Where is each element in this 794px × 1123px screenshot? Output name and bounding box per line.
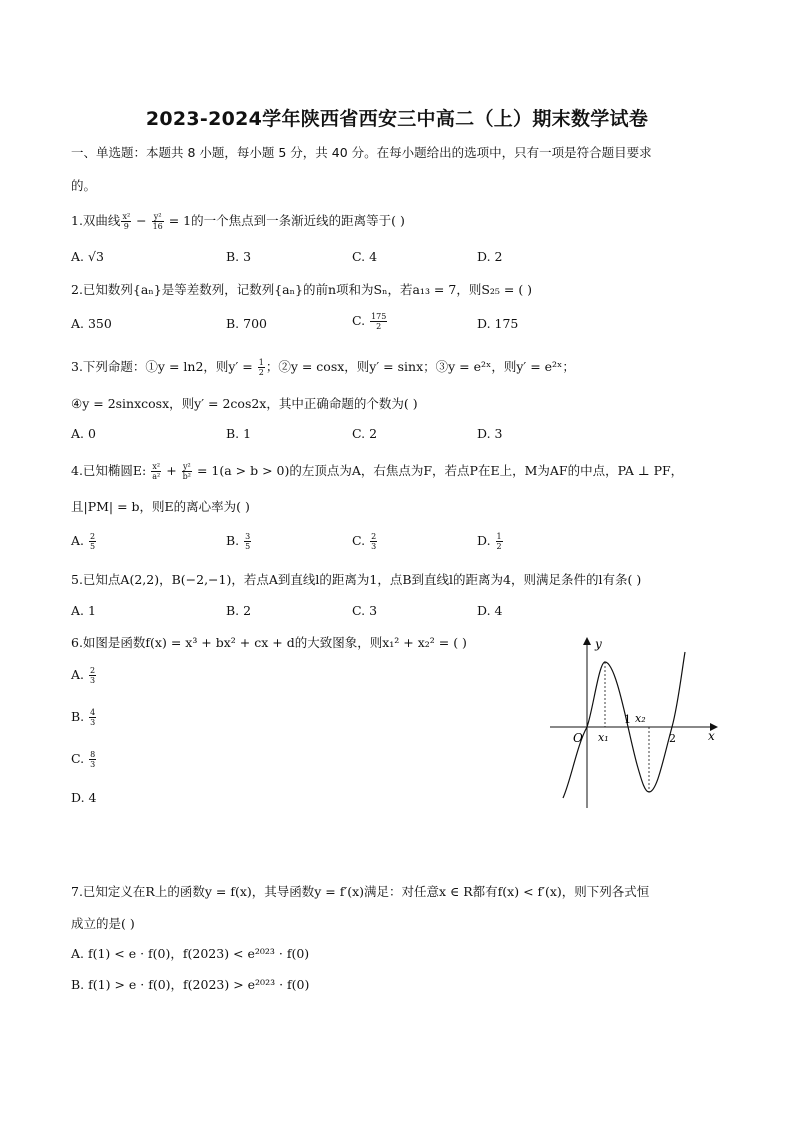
q4-option-d[interactable]: D. $\frac{1}{2}$ [477,532,502,551]
q2-option-a[interactable]: A. 350 [71,316,112,331]
tick-two-label: 2 [669,732,676,745]
question-4-line2: 且|PM| = b，则E的离心率为( ) [71,499,250,514]
q3-frac-half: $\frac{1}{2}$ [258,358,264,377]
x1-label: x₁ [598,731,609,744]
section-header-line1: 一、单选题：本题共 8 小题，每小题 5 分，共 40 分。在每小题给出的选项中，只有一项是符合题目要求 [71,145,652,160]
q1-option-d[interactable]: D. 2 [477,249,503,264]
x-axis-label: x [708,729,715,743]
q5-option-c[interactable]: C. 3 [352,603,378,618]
q3-option-b[interactable]: B. 1 [226,426,252,441]
question-5: 5.已知点A(2,2)，B(−2,−1)，若点A到直线l的距离为1，点B到直线l的距离为4，则满足条件的l有条( ) [71,572,642,587]
q1-prefix: 1.双曲线 [71,213,121,228]
q3-option-d[interactable]: D. 3 [477,426,503,441]
q1-options [71,249,731,269]
q4-frac-x: $\frac{\text{x²}}{\text{a²}}$ [152,462,161,481]
question-2: 2.已知数列{aₙ}是等差数列，记数列{aₙ}的前n项和为Sₙ，若a₁₃ = 7，则S₂₅ = ( ) [71,282,533,297]
q4-option-a[interactable]: A. $\frac{2}{5}$ [71,532,96,551]
tick-one-label: 1 [624,713,631,726]
q6-option-d[interactable]: D. 4 [71,790,97,805]
q5-options [71,603,731,623]
q1-option-a[interactable]: A. √3 [71,249,104,264]
q2-options [71,312,731,336]
question-7-line2: 成立的是( ) [71,916,135,931]
q4-frac-y: $\frac{\text{y²}}{\text{b²}}$ [182,462,191,481]
q3-option-a[interactable]: A. 0 [71,426,96,441]
section-header-line2: 的。 [71,178,97,193]
q7-option-b[interactable]: B. f(1) > e · f(0)，f(2023) > e²⁰²³ · f(0) [71,977,310,992]
cubic-function-graph [545,630,725,815]
question-6: 6.如图是函数f(x) = x³ + bx² + cx + d的大致图象，则x₁² + x₂² = ( ) [71,635,467,650]
q4-option-c[interactable]: C. $\frac{2}{3}$ [352,532,377,551]
x2-label: x₂ [635,712,646,725]
q3-option-c[interactable]: C. 2 [352,426,378,441]
q6-option-c[interactable]: C. $\frac{8}{3}$ [71,750,96,769]
q1-option-b[interactable]: B. 3 [226,249,252,264]
q4-options [71,532,731,552]
q2-option-d[interactable]: D. 175 [477,316,519,331]
q3-options [71,426,731,446]
q1-suffix: = 1的一个焦点到一条渐近线的距离等于( ) [164,213,405,228]
q1-frac-x: $\frac{\text{x²}}{9}$ [122,212,131,231]
question-3-line2: ④y = 2sinxcosx，则y′ = 2cos2x，其中正确命题的个数为( ) [71,396,418,411]
q6-option-b[interactable]: B. $\frac{4}{3}$ [71,708,96,727]
q6-option-a[interactable]: A. $\frac{2}{3}$ [71,666,96,685]
q1-frac-y: $\frac{\text{y²}}{16}$ [152,212,163,231]
question-4-line1: 4.已知椭圆E: $\frac{\text{x²}}{\text{a²}}$ + $\frac{\text{y²}}{\text{b²}}$ = 1(a > b > 0)的左顶点为A，右焦点为F，若点P在E上，M为AF的中点，PA ⊥ PF， [71,462,684,481]
q7-option-a[interactable]: A. f(1) < e · f(0)，f(2023) < e²⁰²³ · f(0) [71,946,310,961]
q5-option-a[interactable]: A. 1 [71,603,96,618]
q4-option-b[interactable]: B. $\frac{3}{5}$ [226,532,251,551]
origin-label: O [573,731,583,745]
q5-option-d[interactable]: D. 4 [477,603,503,618]
q5-option-b[interactable]: B. 2 [226,603,252,618]
y-axis-label: y [595,637,602,651]
q2-option-b[interactable]: B. 700 [226,316,267,331]
q2-option-c[interactable]: C. $\frac{175}{2}$ [352,312,387,331]
question-1: 1.双曲线 $\frac{\text{x²}}{9}$ − $\frac{\text{y²}}{16}$ = 1的一个焦点到一条渐近线的距离等于( ) [71,212,405,231]
question-3-line1: 3.下列命题：①y = ln2，则y′ = $\frac{1}{2}$ ；②y = cosx，则y′ = sinx；③y = e²ˣ，则y′ = e²ˣ； [71,358,575,377]
q1-option-c[interactable]: C. 4 [352,249,378,264]
page-title: 2023-2024学年陕西省西安三中高二（上）期末数学试卷 [145,108,649,130]
question-7-line1: 7.已知定义在R上的函数y = f(x)，其导函数y = f′(x)满足：对任意x ∈ R都有f(x) < f′(x)，则下列各式恒 [71,884,650,899]
